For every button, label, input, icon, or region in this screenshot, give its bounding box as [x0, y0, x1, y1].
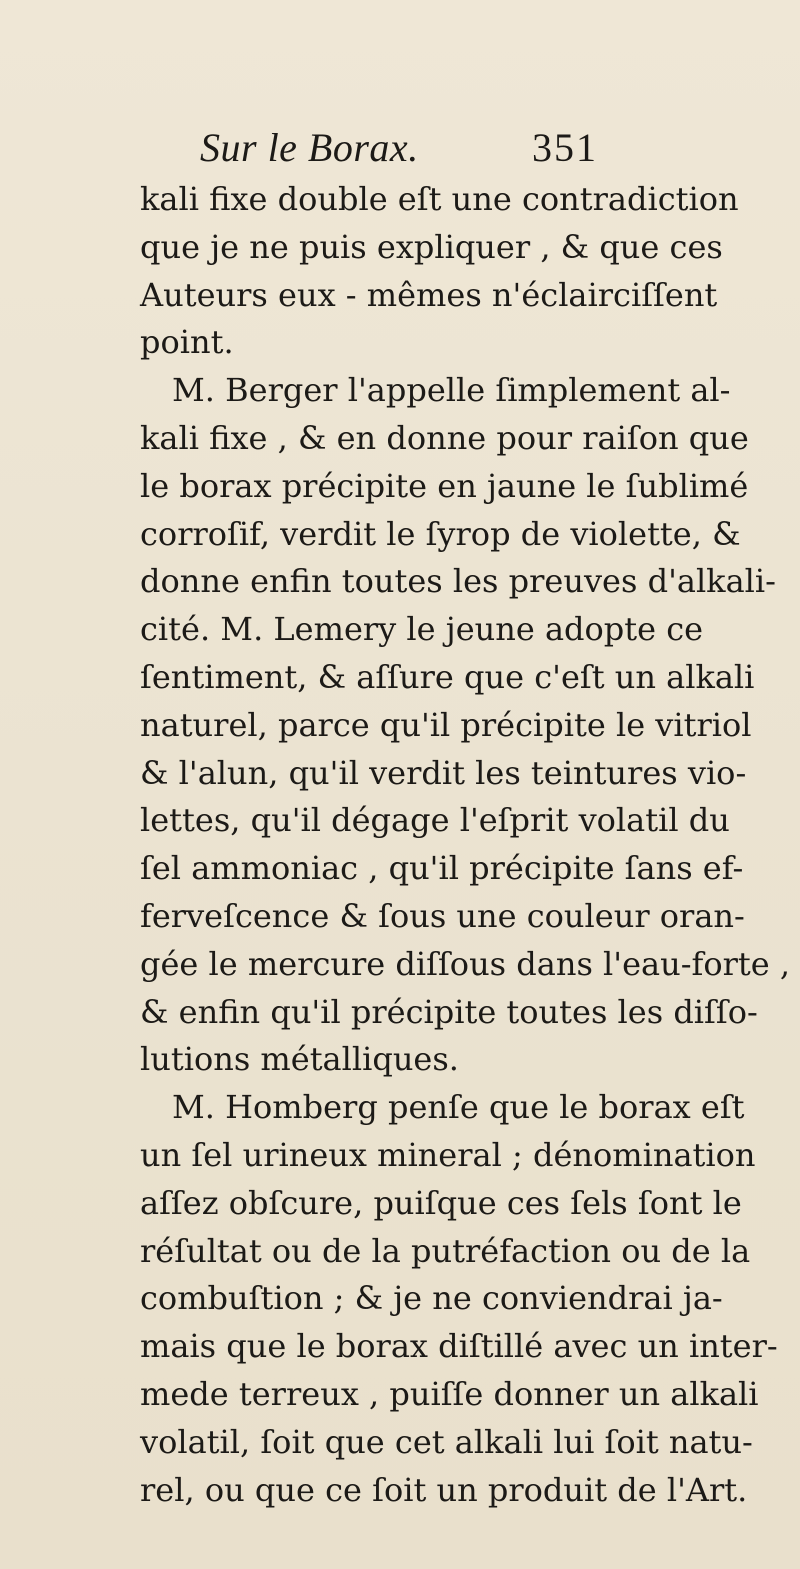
- text-line: gée le mercure diſſous dans l'eau-forte ,: [140, 944, 791, 983]
- text-line: volatil, ſoit que cet alkali lui ſoit natu-: [140, 1422, 753, 1461]
- text-line: que je ne puis expliquer , & que ces: [140, 227, 723, 266]
- text-line: naturel, parce qu'il précipite le vitriol: [140, 705, 752, 744]
- text-line: kali fixe , & en donne pour raiſon que: [140, 418, 749, 457]
- body-text: [140, 176, 791, 1514]
- text-line: le borax précipite en jaune le ſublimé: [140, 466, 749, 505]
- text-line: aſſez obſcure, puiſque ces ſels ſont le: [140, 1183, 742, 1222]
- text-line: point.: [140, 323, 234, 362]
- text-line: cité. M. Lemery le jeune adopte ce: [140, 610, 704, 649]
- text-line: Auteurs eux - mêmes n'éclairciſſent: [140, 275, 718, 314]
- running-head-title: Sur le Borax.: [200, 125, 419, 170]
- text-line: lutions métalliques.: [140, 1040, 459, 1079]
- text-line: & l'alun, qu'il verdit les teintures vio-: [140, 753, 747, 792]
- text-line: lettes, qu'il dégage l'eſprit volatil du: [140, 801, 730, 840]
- text-line: mais que le borax diſtillé avec un inter-: [140, 1327, 778, 1366]
- text-line: ſentiment, & aſſure que c'eſt un alkali: [140, 657, 755, 696]
- text-line: rel, ou que ce ſoit un produit de l'Art.: [140, 1470, 748, 1509]
- text-line: corroſif, verdit le ſyrop de violette, &: [140, 514, 741, 553]
- text-line: & enfin qu'il précipite toutes les diſſo-: [140, 992, 758, 1031]
- text-line: ferveſcence & ſous une couleur oran-: [140, 896, 745, 935]
- text-line: un ſel urineux mineral ; dénomination: [140, 1135, 756, 1174]
- text-line: M. Berger l'appelle ſimplement al-: [172, 371, 731, 410]
- text-line: kali fixe double eſt une contradiction: [140, 180, 739, 218]
- running-head: [130, 124, 598, 178]
- text-line: ſel ammoniac , qu'il précipite ſans ef-: [140, 849, 744, 888]
- page-number: 351: [532, 125, 598, 170]
- text-line: réſultat ou de la putréfaction ou de la: [140, 1231, 751, 1270]
- text-line: donne enfin toutes les preuves d'alkali-: [140, 562, 776, 601]
- text-line: combuſtion ; & je ne conviendrai ja-: [140, 1279, 723, 1318]
- text-line: M. Homberg penſe que le borax eſt: [172, 1088, 745, 1127]
- text-line: mede terreux , puiſſe donner un alkali: [140, 1374, 759, 1413]
